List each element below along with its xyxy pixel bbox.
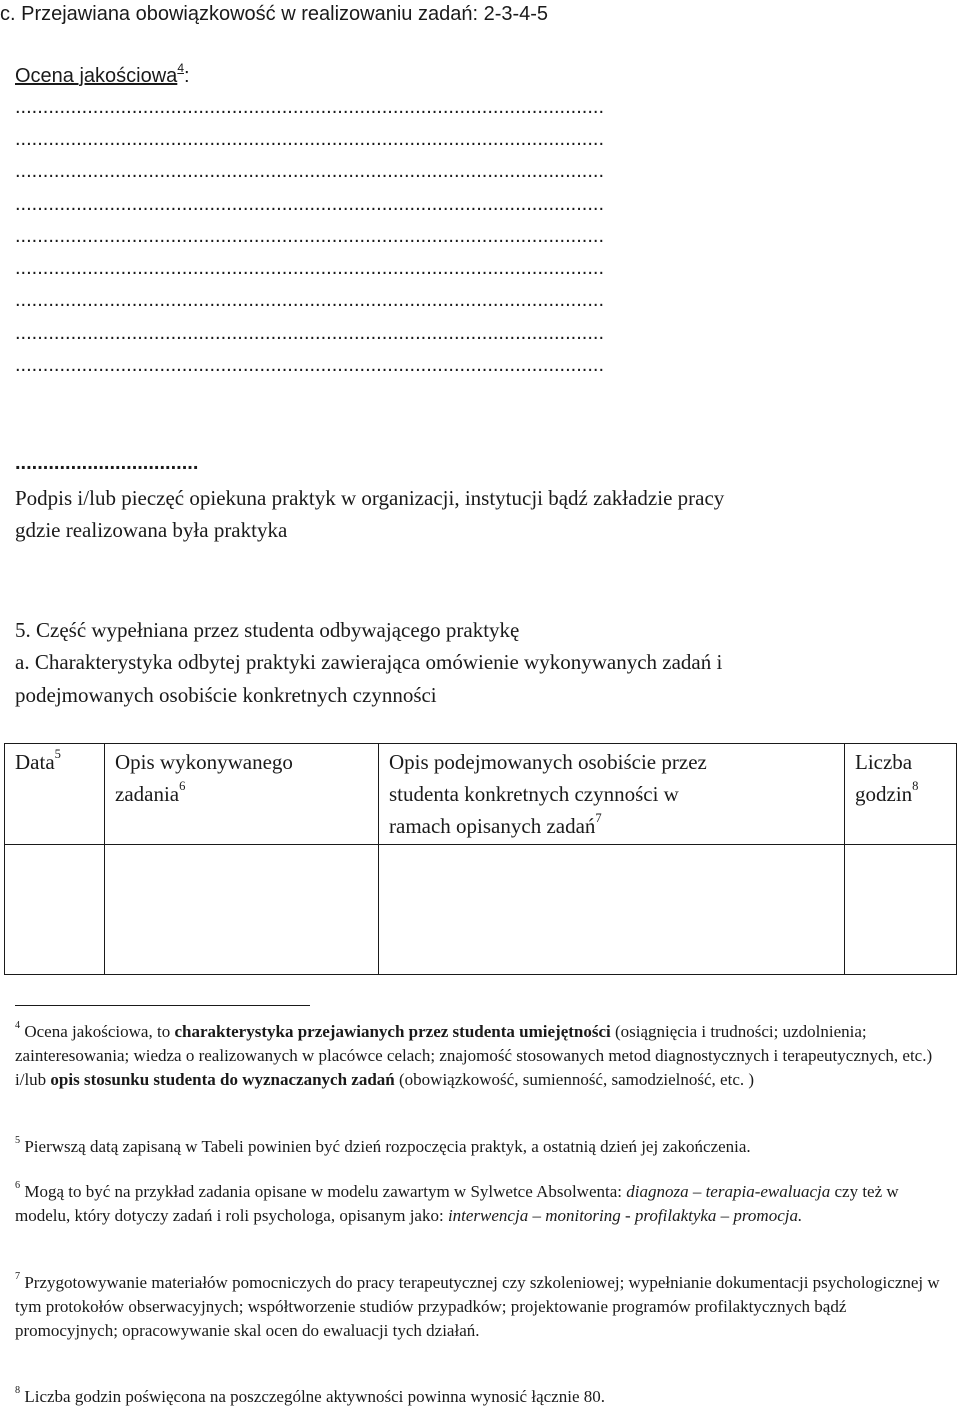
cell-date[interactable] [5, 845, 105, 975]
header-activities-footnote-ref: 7 [595, 811, 602, 826]
dotted-line-9: .......................................................................................................... [15, 354, 605, 376]
cell-activities[interactable] [379, 845, 845, 975]
cell-hours[interactable] [845, 845, 957, 975]
header-activities-line-3: ramach opisanych zadań [389, 814, 596, 838]
footnote-7-number: 7 [15, 1271, 21, 1283]
cell-task[interactable] [105, 845, 379, 975]
dotted-line-5: .......................................................................................................... [15, 225, 605, 247]
footnote-6-number: 6 [15, 1180, 21, 1192]
ocena-footnote-ref: 4 [177, 60, 184, 75]
signature-label-line-2: gdzie realizowana była praktyka [15, 518, 288, 542]
header-task-line-1: Opis wykonywanego [115, 750, 293, 774]
dotted-line-7: .......................................................................................................... [15, 289, 605, 311]
footnote-8 [15, 1385, 945, 1409]
header-hours-line-1: Liczba [855, 750, 913, 774]
footnote-4-text-e: (obowiązkowość, sumienność, samodzielność, etc. ) [394, 1070, 755, 1089]
header-activities-line-2: studenta konkretnych czynności w [389, 782, 679, 806]
header-task-footnote-ref: 6 [179, 779, 186, 794]
footnote-6 [15, 1180, 945, 1228]
footnote-7-text: Przygotowywanie materiałów pomocniczych do pracy terapeutycznej czy szkoleniowej; wypełnianie dokumentacji psychologicznej w tym protokołów obserwacyjnych; współtworzenie studiów przypadków; projektowanie programów profilaktycznych bądź promocyjnych; opracowywanie skal ocen do ewaluacji tych działań. [15, 1273, 940, 1340]
footnote-4-text-b: charakterystyka przejawianych przez studenta umiejętności [174, 1022, 611, 1041]
header-data-label: Data [15, 750, 55, 774]
dotted-line-6: .......................................................................................................... [15, 257, 605, 279]
table-header-row [5, 744, 957, 845]
header-task-line-2: zadania [115, 782, 180, 806]
section-c-heading: c. Przejawiana obowiązkowość w realizowaniu zadań: 2-3-4-5 [0, 3, 549, 25]
footnote-5 [15, 1135, 945, 1159]
header-data-footnote-ref: 5 [54, 747, 61, 762]
footnote-5-text: Pierwszą datą zapisaną w Tabeli powinien być dzień rozpoczęcia praktyk, a ostatnią dzień jej zakończenia. [20, 1137, 751, 1156]
ocena-colon: : [184, 65, 190, 87]
footnote-8-number: 8 [15, 1385, 21, 1397]
footnote-4-text-c: (osiągnięcia i trudności; uzdolnienia; zainteresowania; wiedza o realizowanych w placówce celach; znajomość stosowanych metod diagnostycznych i terapeutycznych, etc.) i/lub [15, 1022, 933, 1089]
footnote-6-text-b: diagnoza – terapia-ewaluacja [626, 1182, 831, 1201]
section-a-heading-line-2: podejmowanych osobiście konkretnych czynności [15, 683, 437, 707]
dotted-line-8: .......................................................................................................... [15, 322, 605, 344]
ocena-heading [15, 60, 190, 89]
header-activities-line-1: Opis podejmowanych osobiście przez [389, 750, 707, 774]
tasks-table [4, 743, 957, 975]
table-row [5, 845, 957, 975]
header-hours-footnote-ref: 8 [912, 779, 919, 794]
footnote-5-number: 5 [15, 1135, 21, 1147]
footnote-4 [15, 1020, 945, 1092]
dotted-line-2: .......................................................................................................... [15, 128, 605, 150]
footnote-4-text-a: Ocena jakościowa, to [20, 1022, 175, 1041]
footnote-4-text-d: opis stosunku studenta do wyznaczanych zadań [50, 1070, 395, 1089]
footnote-7 [15, 1271, 945, 1343]
ocena-label: Ocena jakościowa [15, 65, 178, 87]
signature-label-line-1: Podpis i/lub pieczęć opiekuna praktyk w organizacji, instytucji bądź zakładzie pracy [15, 486, 725, 510]
footnote-6-text-d: interwencja – monitoring - profilaktyka – promocja. [447, 1206, 803, 1225]
section-a-heading-line-1: a. Charakterystyka odbytej praktyki zawierająca omówienie wykonywanych zadań i [15, 650, 723, 674]
header-activities-description [379, 744, 845, 845]
dotted-line-1: .......................................................................................................... [15, 96, 605, 118]
header-hours [845, 744, 957, 845]
footnote-8-text: Liczba godzin poświęcona na poszczególne aktywności powinna wynosić łącznie 80. [20, 1387, 605, 1406]
section-5-heading: 5. Część wypełniana przez studenta odbywającego praktykę [15, 618, 520, 642]
footnote-4-number: 4 [15, 1020, 21, 1032]
signature-dots: ................................. [15, 452, 199, 474]
footnote-6-text-c: czy też w modelu, który dotyczy zadań i roli psychologa, opisanym jako: [15, 1182, 899, 1225]
header-hours-line-2: godzin [855, 782, 913, 806]
header-data [5, 744, 105, 845]
footnote-separator [15, 1005, 310, 1006]
footnote-6-text-a: Mogą to być na przykład zadania opisane w modelu zawartym w Sylwetce Absolwenta: [20, 1182, 627, 1201]
dotted-line-4: .......................................................................................................... [15, 193, 605, 215]
header-task-description [105, 744, 379, 845]
dotted-line-3: .......................................................................................................... [15, 160, 605, 182]
